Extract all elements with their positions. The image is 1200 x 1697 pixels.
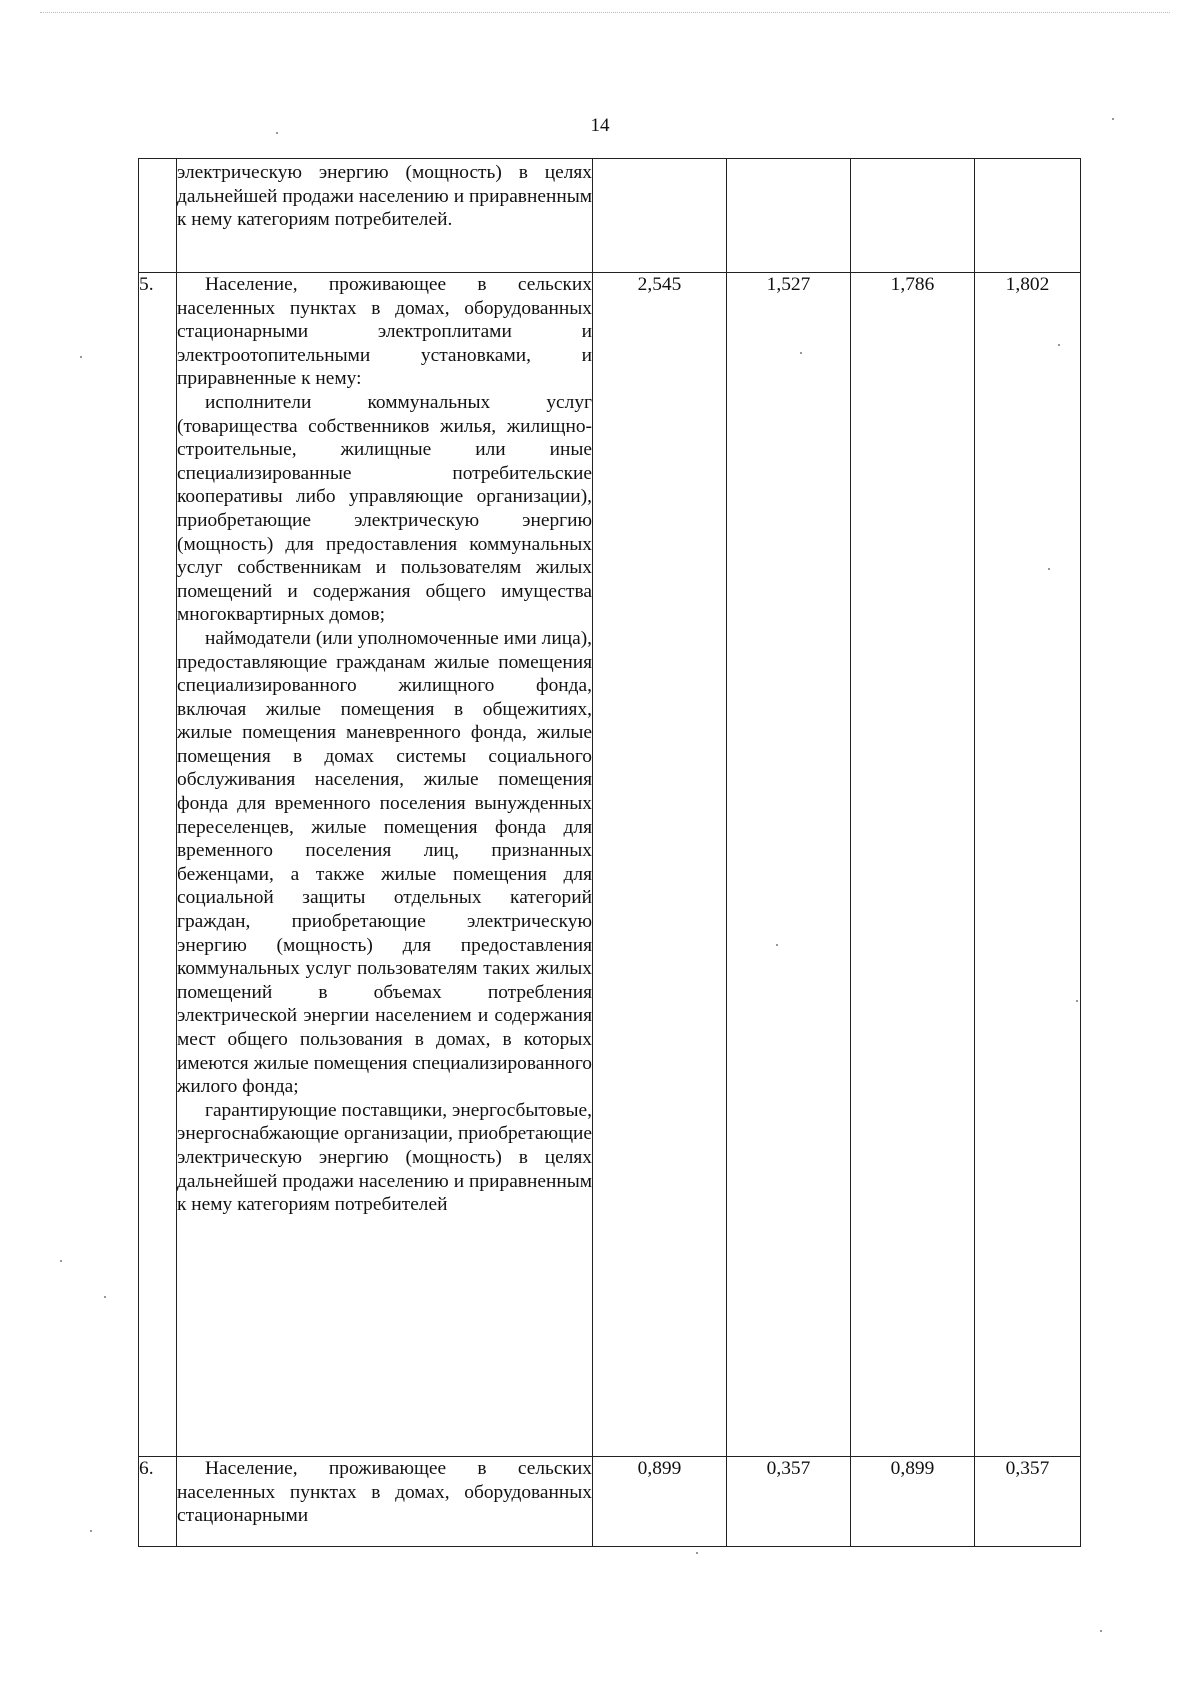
value-cell: 1,786	[851, 273, 975, 1457]
description-paragraph: Население, проживающее в сельских населенных пунктах в домах, оборудованных стационарными	[177, 1458, 592, 1527]
description-paragraph: исполнители коммунальных услуг (товарищества собственников жилья, жилищно-строительные, жилищные или иные специализированные потребительские кооперативы либо управляющие организации), приобретающие электрическую энергию (мощность) для предоставления коммунальных услуг собственникам и пользователям жилых помещений и содержания общего имущества многоквартирных домов;	[177, 391, 592, 626]
row-description	[177, 1457, 593, 1547]
description-paragraph: наймодатели (или уполномоченные ими лица), предоставляющие гражданам жилые помещения специализированного жилищного фонда, включая жилые помещения в общежитиях, жилые помещения маневренного фонда, жилые помещения в домах системы социального обслуживания населения, жилые помещения фонда для временного поселения вынужденных переселенцев, жилые помещения фонда для временного поселения лиц, признанных беженцами, а также жилые помещения для социальной защиты отдельных категорий граждан, приобретающие электрическую энергию (мощность) для предоставления коммунальных услуг пользователям таких жилых помещений в объемах потребления электрической энергии населением и содержания мест общего пользования в домах, в которых имеются жилые помещения специализированного жилого фонда;	[177, 627, 592, 1098]
value-cell: 0,357	[975, 1457, 1081, 1547]
value-cell	[727, 159, 851, 273]
table-row	[139, 273, 1081, 1457]
value-cell: 0,357	[727, 1457, 851, 1547]
value-cell: 1,527	[727, 273, 851, 1457]
row-number: 6.	[139, 1457, 177, 1547]
value-cell: 1,802	[975, 273, 1081, 1457]
row-description	[177, 273, 593, 1457]
value-cell: 0,899	[593, 1457, 727, 1547]
value-cell: 2,545	[593, 273, 727, 1457]
table-row	[139, 1457, 1081, 1547]
value-cell: 0,899	[851, 1457, 975, 1547]
value-cell	[975, 159, 1081, 273]
page-number: 14	[590, 115, 610, 136]
description-paragraph: гарантирующие поставщики, энергосбытовые, энергоснабжающие организации, приобретающие электрическую энергию (мощность) в целях дальнейшей продажи населению и приравненным к нему категориям потребителей	[177, 1099, 592, 1216]
row-number: 5.	[139, 273, 177, 1457]
value-cell	[851, 159, 975, 273]
row-number	[139, 159, 177, 273]
table-row	[139, 159, 1081, 273]
value-cell	[593, 159, 727, 273]
description-paragraph: Население, проживающее в сельских населенных пунктах в домах, оборудованных стационарными электроплитами и электроотопительными установками, и приравненные к нему:	[177, 274, 592, 390]
description-paragraph: электрическую энергию (мощность) в целях дальнейшей продажи населению и приравненным к нему категориям потребителей.	[177, 162, 592, 231]
row-description	[177, 159, 593, 273]
tariff-table	[138, 158, 1081, 1547]
scan-edge-line	[40, 12, 1170, 13]
